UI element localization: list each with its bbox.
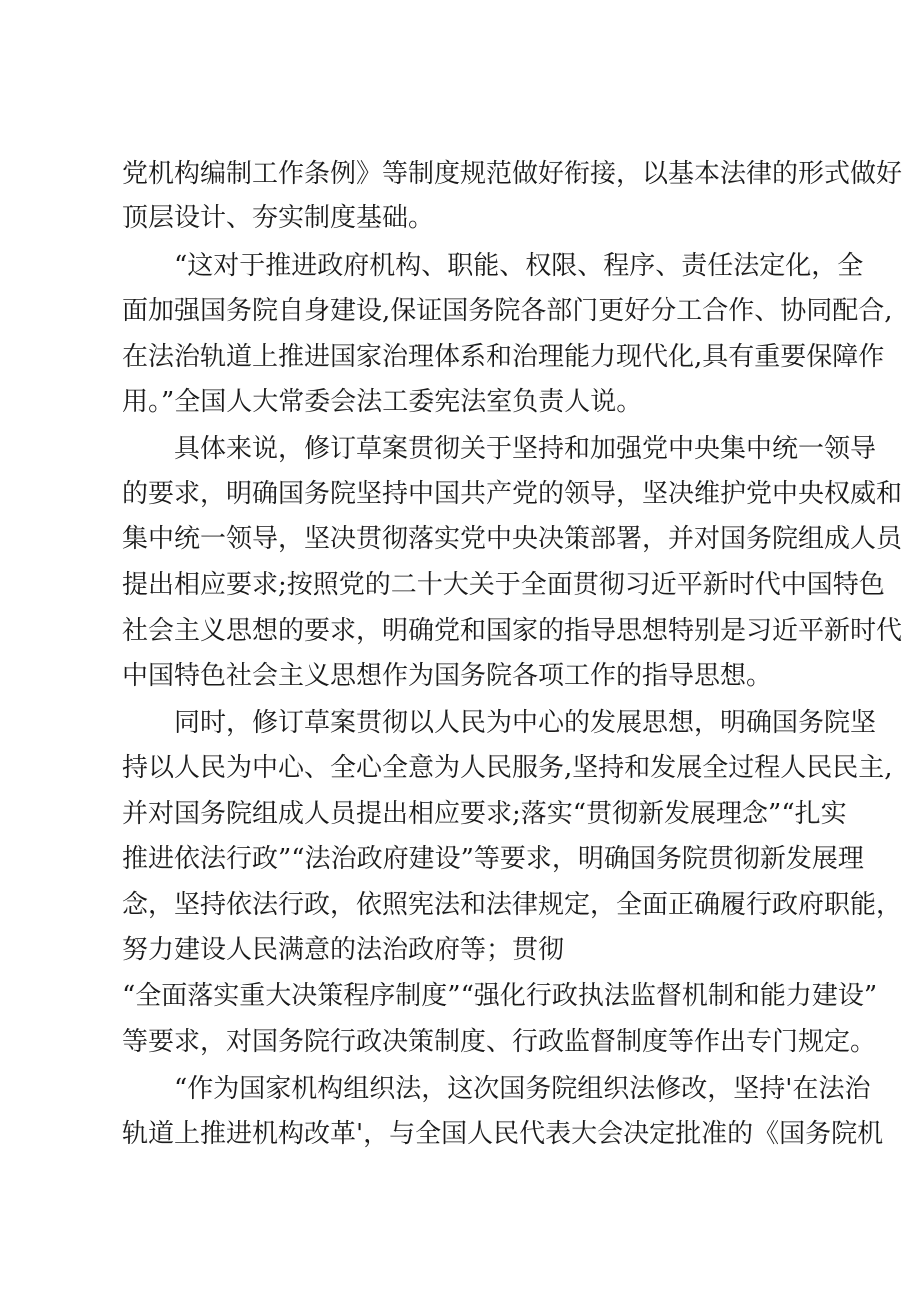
- text-line: 集中统一领导，坚决贯彻落实党中央决策部署，并对国务院组成人员: [122, 524, 903, 554]
- text-line: 念，坚持依法行政，依照宪法和法律规定，全面正确履行政府职能，: [122, 890, 903, 920]
- text-line: 同时，修订草案贯彻以人民为中心的发展思想，明确国务院坚: [174, 708, 877, 738]
- text-line: 顶层设计、夯实制度基础。: [122, 203, 435, 233]
- text-line: 社会主义思想的要求，明确党和国家的指导思想特别是习近平新时代: [122, 616, 903, 646]
- text-line: 中国特色社会主义思想作为国务院各项工作的指导思想。: [122, 661, 773, 691]
- text-line: 等要求，对国务院行政决策制度、行政监督制度等作出专门规定。: [122, 1027, 877, 1057]
- text-line: 并对国务院组成人员提出相应要求;落实“贯彻新发展理念”“扎实: [122, 799, 847, 829]
- text-line: “作为国家机构组织法，这次国务院组织法修改，坚持'在法治: [174, 1074, 871, 1104]
- text-line: 的要求，明确国务院坚持中国共产党的领导，坚决维护党中央权威和: [122, 479, 903, 509]
- text-line: 持以人民为中心、全心全意为人民服务,坚持和发展全过程人民民主,: [122, 753, 893, 783]
- text-line: 具体来说，修订草案贯彻关于坚持和加强党中央集中统一领导: [174, 434, 877, 464]
- text-line: 用。”全国人大常委会法工委宪法室负责人说。: [122, 387, 643, 417]
- text-line: 面加强国务院自身建设,保证国务院各部门更好分工合作、协同配合,: [122, 296, 893, 326]
- text-line: 在法治轨道上推进国家治理体系和治理能力现代化,具有重要保障作: [122, 342, 885, 372]
- text-line: 提出相应要求;按照党的二十大关于全面贯彻习近平新时代中国特色: [122, 570, 885, 600]
- text-line: 轨道上推进机构改革'，与全国人民代表大会决定批准的《国务院机: [122, 1119, 884, 1149]
- text-line: 推进依法行政”“法治政府建设”等要求，明确国务院贯彻新发展理: [122, 844, 864, 874]
- text-line: “全面落实重大决策程序制度”“强化行政执法监督机制和能力建设”: [122, 981, 878, 1011]
- text-line: “这对于推进政府机构、职能、权限、程序、责任法定化，全: [174, 251, 864, 281]
- text-line: 党机构编制工作条例》等制度规范做好衔接，以基本法律的形式做好: [122, 159, 903, 189]
- text-line: 努力建设人民满意的法治政府等；贯彻: [122, 935, 565, 965]
